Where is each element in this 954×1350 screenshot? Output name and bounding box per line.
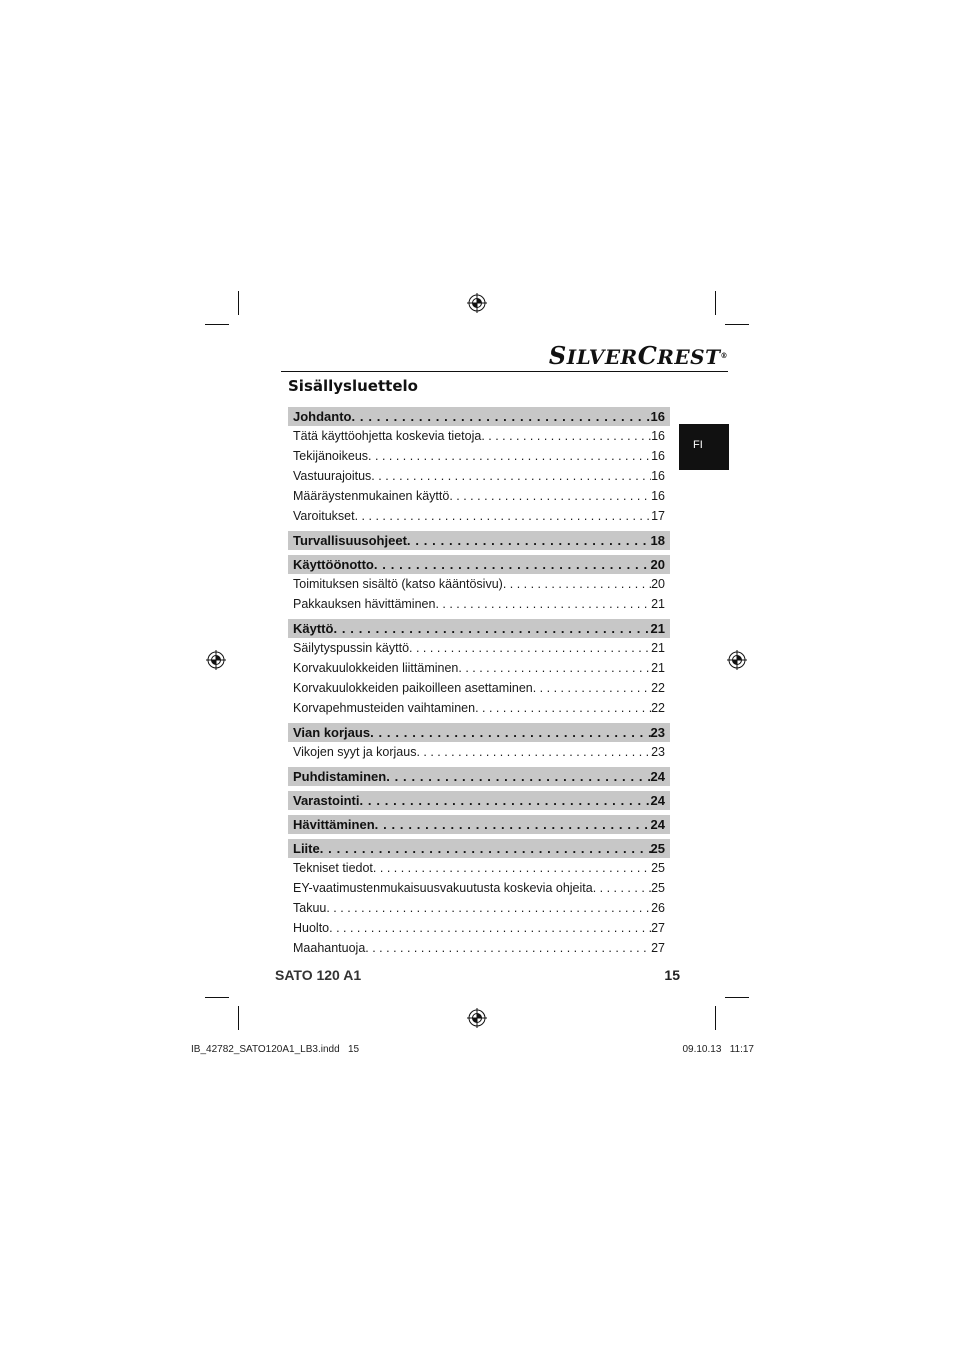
header-rule [281, 371, 728, 372]
toc-leader [409, 638, 651, 658]
toc-item [288, 446, 670, 466]
toc-page: 16 [650, 409, 665, 424]
toc-item [288, 678, 670, 698]
toc-label: Johdanto [293, 409, 352, 424]
toc-leader [373, 858, 651, 878]
toc-item [288, 594, 670, 614]
toc-page: 24 [650, 817, 665, 832]
toc-label: Käyttöönotto [293, 557, 374, 572]
toc-item [288, 918, 670, 938]
toc-label: Takuu [293, 901, 327, 915]
toc-label: Huolto [293, 921, 330, 935]
print-slug-file: IB_42782_SATO120A1_LB3.indd 15 [191, 1044, 360, 1055]
toc-page: 20 [650, 557, 665, 572]
toc-page: 18 [650, 533, 665, 548]
toc-label: EY-vaatimustenmukaisuusvakuutusta koskevia ohjeita [293, 881, 593, 895]
registration-mark-icon [727, 650, 747, 670]
toc-page: 25 [651, 881, 665, 895]
crop-mark [715, 291, 716, 315]
toc-page: 24 [650, 793, 665, 808]
toc-page: 27 [651, 921, 665, 935]
toc-section [288, 619, 670, 638]
toc-page: 17 [651, 509, 665, 523]
language-tab [679, 424, 729, 470]
toc-label: Korvakuulokkeiden paikoilleen asettaminen [293, 681, 533, 695]
toc-item [288, 658, 670, 678]
toc-label: Maahantuoja [293, 941, 366, 955]
toc-label: Määräystenmukainen käyttö [293, 489, 450, 503]
toc-page: 24 [650, 769, 665, 784]
crop-mark [725, 324, 749, 325]
toc-item [288, 698, 670, 718]
brand-logo: SILVERCREST® [548, 341, 728, 370]
toc-item [288, 742, 670, 762]
toc-label: Toimituksen sisältö (katso kääntösivu) [293, 577, 503, 591]
toc-page: 22 [651, 701, 665, 715]
toc-leader [416, 742, 651, 762]
toc-page: 16 [651, 469, 665, 483]
crop-mark [725, 997, 749, 998]
toc-label: Korvakuulokkeiden liittäminen [293, 661, 459, 675]
toc-leader [370, 723, 650, 742]
toc-leader [333, 619, 650, 638]
toc-leader [503, 574, 651, 594]
toc-page: 20 [651, 577, 665, 591]
toc-label: Vastuurajoitus [293, 469, 372, 483]
toc-label: Käyttö [293, 621, 334, 636]
toc-page: 16 [651, 449, 665, 463]
toc-section [288, 839, 670, 858]
toc-leader [368, 446, 651, 466]
toc-leader [458, 658, 651, 678]
toc-section [288, 767, 670, 786]
toc-page: 21 [651, 661, 665, 675]
toc-leader [449, 486, 651, 506]
toc-label: Varastointi [293, 793, 360, 808]
table-of-contents [288, 407, 670, 958]
toc-page: 25 [650, 841, 665, 856]
toc-label: Säilytyspussin käyttö [293, 641, 410, 655]
toc-item [288, 938, 670, 958]
registration-mark-icon [467, 1008, 487, 1028]
crop-mark [205, 997, 229, 998]
toc-item [288, 466, 670, 486]
toc-leader [435, 594, 651, 614]
toc-item [288, 506, 670, 526]
toc-label: Hävittäminen [293, 817, 375, 832]
crop-mark [238, 1006, 239, 1030]
registration-mark-icon [206, 650, 226, 670]
toc-leader [355, 506, 651, 526]
toc-page: 22 [651, 681, 665, 695]
registration-mark-icon [467, 293, 487, 313]
toc-label: Turvallisuusohjeet [293, 533, 407, 548]
toc-section [288, 555, 670, 574]
toc-label: Korvapehmusteiden vaihtaminen [293, 701, 476, 715]
toc-page: 23 [651, 745, 665, 759]
toc-page: 23 [650, 725, 665, 740]
toc-section [288, 791, 670, 810]
toc-leader [533, 678, 651, 698]
toc-item [288, 858, 670, 878]
toc-leader [386, 767, 650, 786]
toc-item [288, 574, 670, 594]
crop-mark [715, 1006, 716, 1030]
toc-leader [329, 918, 651, 938]
toc-leader [407, 531, 651, 550]
toc-label: Vian korjaus [293, 725, 371, 740]
toc-page: 21 [651, 597, 665, 611]
toc-leader [352, 407, 651, 426]
toc-label: Liite [293, 841, 320, 856]
toc-leader [481, 426, 651, 446]
toc-label: Varoitukset [293, 509, 355, 523]
toc-label: Tekijänoikeus [293, 449, 369, 463]
crop-mark [238, 291, 239, 315]
toc-leader [374, 555, 651, 574]
toc-page: 21 [651, 641, 665, 655]
print-slug-date: 09.10.13 11:17 [682, 1044, 754, 1055]
toc-page: 21 [650, 621, 665, 636]
toc-leader [375, 815, 651, 834]
toc-item [288, 638, 670, 658]
toc-leader [365, 938, 651, 958]
crop-mark [205, 324, 229, 325]
toc-label: Vikojen syyt ja korjaus [293, 745, 417, 759]
toc-page: 25 [651, 861, 665, 875]
toc-page: 16 [651, 429, 665, 443]
language-tab-label: FI [693, 439, 703, 451]
toc-label: Pakkauksen hävittäminen [293, 597, 436, 611]
toc-page: 27 [651, 941, 665, 955]
toc-leader [320, 839, 651, 858]
toc-leader [371, 466, 651, 486]
toc-section [288, 407, 670, 426]
footer-model: SATO 120 A1 [275, 967, 362, 983]
toc-item [288, 486, 670, 506]
footer-page-number: 15 [664, 967, 680, 983]
toc-section [288, 723, 670, 742]
toc-item [288, 878, 670, 898]
toc-label: Tätä käyttöohjetta koskevia tietoja [293, 429, 482, 443]
toc-page: 16 [651, 489, 665, 503]
toc-leader [475, 698, 651, 718]
toc-item [288, 898, 670, 918]
toc-section [288, 531, 670, 550]
toc-label: Puhdistaminen [293, 769, 387, 784]
toc-leader [359, 791, 650, 810]
toc-section [288, 815, 670, 834]
page-title: Sisällysluettelo [288, 377, 418, 395]
toc-item [288, 426, 670, 446]
toc-label: Tekniset tiedot [293, 861, 373, 875]
toc-leader [326, 898, 651, 918]
toc-leader [593, 878, 651, 898]
toc-page: 26 [651, 901, 665, 915]
